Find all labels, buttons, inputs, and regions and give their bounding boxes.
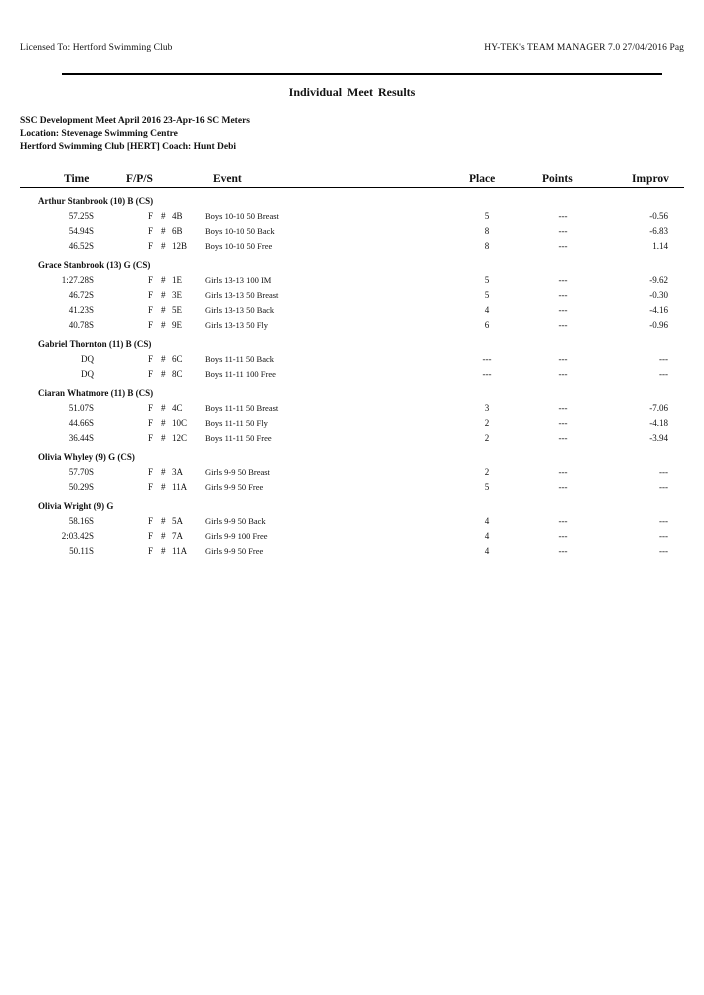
result-time: 57.70S bbox=[68, 467, 94, 477]
result-improv: --- bbox=[659, 354, 668, 364]
result-event-name: Boys 11-11 50 Breast bbox=[205, 403, 279, 413]
result-improv: --- bbox=[659, 546, 668, 556]
result-time: 51.07S bbox=[68, 403, 94, 413]
result-row bbox=[20, 239, 684, 254]
swimmer-block bbox=[20, 499, 684, 559]
result-improv: --- bbox=[659, 467, 668, 477]
result-row bbox=[20, 401, 684, 416]
result-event-number: 11A bbox=[172, 482, 188, 492]
result-hash: # bbox=[161, 275, 166, 285]
result-place: 4 bbox=[484, 531, 490, 541]
result-fps: F bbox=[148, 354, 154, 364]
result-improv: -0.30 bbox=[649, 290, 668, 300]
result-row bbox=[20, 529, 684, 544]
result-place: 2 bbox=[484, 433, 490, 443]
result-row bbox=[20, 288, 684, 303]
result-improv: --- bbox=[659, 482, 668, 492]
column-header-row bbox=[20, 173, 684, 188]
result-row bbox=[20, 465, 684, 480]
result-event-name: Boys 11-11 50 Free bbox=[205, 433, 272, 443]
result-place: --- bbox=[482, 369, 492, 379]
column-header-points: Points bbox=[542, 173, 573, 185]
result-points: --- bbox=[558, 433, 568, 443]
result-hash: # bbox=[161, 226, 166, 236]
header-rule bbox=[62, 73, 662, 75]
team-coach: Hertford Swimming Club [HERT] Coach: Hunt Debi bbox=[20, 142, 237, 152]
result-event-number: 4B bbox=[172, 211, 183, 221]
report-title: Individual Meet Results bbox=[288, 85, 416, 99]
swimmer-name: Grace Stanbrook (13) G (CS) bbox=[38, 260, 151, 270]
result-row bbox=[20, 514, 684, 529]
result-points: --- bbox=[558, 467, 568, 477]
licensed-to-text: Licensed To: Hertford Swimming Club bbox=[20, 43, 173, 53]
result-fps: F bbox=[148, 369, 154, 379]
result-place: 5 bbox=[484, 290, 490, 300]
result-event-name: Girls 13-13 50 Fly bbox=[205, 320, 269, 330]
result-points: --- bbox=[558, 305, 568, 315]
result-time: 36.44S bbox=[68, 433, 94, 443]
result-row bbox=[20, 209, 684, 224]
result-place: 5 bbox=[484, 482, 490, 492]
result-row bbox=[20, 544, 684, 559]
result-event-number: 10C bbox=[172, 418, 188, 428]
result-event-number: 6B bbox=[172, 226, 183, 236]
result-time: 44.66S bbox=[68, 418, 94, 428]
result-event-number: 5E bbox=[172, 305, 182, 315]
result-hash: # bbox=[161, 546, 166, 556]
result-improv: --- bbox=[659, 369, 668, 379]
result-event-name: Boys 10-10 50 Back bbox=[205, 226, 275, 236]
swimmer-block bbox=[20, 450, 684, 495]
result-event-number: 7A bbox=[172, 531, 183, 541]
result-hash: # bbox=[161, 290, 166, 300]
result-place: 4 bbox=[484, 546, 490, 556]
result-time: 50.11S bbox=[69, 546, 94, 556]
result-time: 46.72S bbox=[68, 290, 94, 300]
result-fps: F bbox=[148, 241, 154, 251]
swimmer-block bbox=[20, 258, 684, 333]
result-place: 5 bbox=[484, 211, 490, 221]
result-improv: --- bbox=[659, 531, 668, 541]
result-event-number: 12B bbox=[172, 241, 188, 251]
result-row bbox=[20, 273, 684, 288]
result-hash: # bbox=[161, 418, 166, 428]
result-improv: -6.83 bbox=[649, 226, 668, 236]
result-place: 2 bbox=[484, 418, 490, 428]
result-time: DQ bbox=[81, 369, 94, 379]
result-event-number: 9E bbox=[172, 320, 182, 330]
result-points: --- bbox=[558, 546, 568, 556]
result-points: --- bbox=[558, 290, 568, 300]
result-points: --- bbox=[558, 369, 568, 379]
result-place: 4 bbox=[484, 516, 490, 526]
result-event-name: Girls 13-13 50 Back bbox=[205, 305, 275, 315]
result-event-name: Girls 9-9 100 Free bbox=[205, 531, 268, 541]
swimmer-block bbox=[20, 337, 684, 382]
result-fps: F bbox=[148, 275, 154, 285]
swimmer-block bbox=[20, 194, 684, 254]
result-row bbox=[20, 318, 684, 333]
result-event-number: 3A bbox=[172, 467, 183, 477]
swimmer-block bbox=[20, 386, 684, 446]
result-row bbox=[20, 224, 684, 239]
swimmer-name: Olivia Wright (9) G bbox=[38, 501, 114, 511]
result-row bbox=[20, 367, 684, 382]
result-time: DQ bbox=[81, 354, 94, 364]
result-time: 58.16S bbox=[68, 516, 94, 526]
result-place: 2 bbox=[484, 467, 490, 477]
result-points: --- bbox=[558, 241, 568, 251]
result-fps: F bbox=[148, 467, 154, 477]
result-improv: --- bbox=[659, 516, 668, 526]
result-row bbox=[20, 352, 684, 367]
result-place: 5 bbox=[484, 275, 490, 285]
result-points: --- bbox=[558, 354, 568, 364]
result-improv: -4.16 bbox=[649, 305, 668, 315]
result-event-name: Girls 9-9 50 Free bbox=[205, 546, 264, 556]
swimmer-name: Olivia Whyley (9) G (CS) bbox=[38, 452, 135, 462]
result-time: 2:03.42S bbox=[61, 531, 94, 541]
result-hash: # bbox=[161, 320, 166, 330]
result-event-number: 3E bbox=[172, 290, 182, 300]
result-hash: # bbox=[161, 531, 166, 541]
result-improv: -3.94 bbox=[649, 433, 668, 443]
result-hash: # bbox=[161, 369, 166, 379]
result-hash: # bbox=[161, 482, 166, 492]
result-improv: -7.06 bbox=[649, 403, 668, 413]
result-event-name: Boys 10-10 50 Free bbox=[205, 241, 273, 251]
column-header-fps: F/P/S bbox=[126, 173, 153, 185]
column-header-place: Place bbox=[469, 173, 496, 185]
result-event-name: Girls 9-9 50 Back bbox=[205, 516, 266, 526]
result-fps: F bbox=[148, 516, 154, 526]
result-time: 50.29S bbox=[68, 482, 94, 492]
result-event-number: 6C bbox=[172, 354, 183, 364]
result-event-name: Girls 13-13 50 Breast bbox=[205, 290, 279, 300]
result-points: --- bbox=[558, 275, 568, 285]
result-time: 57.25S bbox=[68, 211, 94, 221]
result-fps: F bbox=[148, 403, 154, 413]
result-points: --- bbox=[558, 226, 568, 236]
result-points: --- bbox=[558, 418, 568, 428]
column-header-event: Event bbox=[213, 173, 242, 185]
result-event-name: Boys 11-11 50 Fly bbox=[205, 418, 268, 428]
result-event-number: 11A bbox=[172, 546, 188, 556]
result-fps: F bbox=[148, 546, 154, 556]
software-version-text: HY-TEK's TEAM MANAGER 7.0 27/04/2016 Pag bbox=[484, 43, 684, 53]
result-improv: 1.14 bbox=[652, 241, 668, 251]
result-hash: # bbox=[161, 211, 166, 221]
column-header-improv: Improv bbox=[632, 173, 669, 185]
result-event-number: 8C bbox=[172, 369, 183, 379]
result-fps: F bbox=[148, 226, 154, 236]
result-time: 40.78S bbox=[68, 320, 94, 330]
meet-name: SSC Development Meet April 2016 23-Apr-16 SC Meters bbox=[20, 116, 250, 126]
result-hash: # bbox=[161, 241, 166, 251]
result-hash: # bbox=[161, 403, 166, 413]
result-fps: F bbox=[148, 433, 154, 443]
result-event-number: 1E bbox=[172, 275, 182, 285]
result-place: 8 bbox=[484, 241, 490, 251]
result-hash: # bbox=[161, 305, 166, 315]
result-event-name: Girls 9-9 50 Breast bbox=[205, 467, 270, 477]
result-event-name: Girls 13-13 100 IM bbox=[205, 275, 272, 285]
result-time: 46.52S bbox=[68, 241, 94, 251]
result-points: --- bbox=[558, 482, 568, 492]
result-fps: F bbox=[148, 320, 154, 330]
result-points: --- bbox=[558, 516, 568, 526]
result-row bbox=[20, 303, 684, 318]
result-points: --- bbox=[558, 211, 568, 221]
column-header-time: Time bbox=[64, 173, 90, 185]
result-fps: F bbox=[148, 531, 154, 541]
result-place: 4 bbox=[484, 305, 490, 315]
result-row bbox=[20, 416, 684, 431]
result-event-number: 5A bbox=[172, 516, 183, 526]
result-improv: -9.62 bbox=[649, 275, 668, 285]
meet-location: Location: Stevenage Swimming Centre bbox=[20, 129, 178, 139]
result-points: --- bbox=[558, 403, 568, 413]
result-place: --- bbox=[482, 354, 492, 364]
result-event-name: Boys 11-11 100 Free bbox=[205, 369, 276, 379]
result-improv: -4.18 bbox=[649, 418, 668, 428]
swimmer-name: Arthur Stanbrook (10) B (CS) bbox=[38, 196, 154, 206]
swimmer-name: Gabriel Thornton (11) B (CS) bbox=[38, 339, 152, 349]
result-hash: # bbox=[161, 516, 166, 526]
result-row bbox=[20, 480, 684, 495]
result-improv: -0.56 bbox=[649, 211, 668, 221]
result-hash: # bbox=[161, 354, 166, 364]
result-fps: F bbox=[148, 482, 154, 492]
result-place: 8 bbox=[484, 226, 490, 236]
result-event-number: 12C bbox=[172, 433, 188, 443]
results-list bbox=[20, 194, 684, 563]
result-fps: F bbox=[148, 211, 154, 221]
result-improv: -0.96 bbox=[649, 320, 668, 330]
result-row bbox=[20, 431, 684, 446]
result-points: --- bbox=[558, 531, 568, 541]
result-event-number: 4C bbox=[172, 403, 183, 413]
result-event-name: Girls 9-9 50 Free bbox=[205, 482, 264, 492]
swimmer-name: Ciaran Whatmore (11) B (CS) bbox=[38, 388, 154, 398]
result-event-name: Boys 11-11 50 Back bbox=[205, 354, 275, 364]
result-place: 3 bbox=[484, 403, 490, 413]
result-fps: F bbox=[148, 290, 154, 300]
result-time: 54.94S bbox=[68, 226, 94, 236]
result-hash: # bbox=[161, 467, 166, 477]
result-time: 41.23S bbox=[68, 305, 94, 315]
result-event-name: Boys 10-10 50 Breast bbox=[205, 211, 279, 221]
result-points: --- bbox=[558, 320, 568, 330]
result-fps: F bbox=[148, 305, 154, 315]
result-place: 6 bbox=[484, 320, 490, 330]
result-fps: F bbox=[148, 418, 154, 428]
result-time: 1:27.28S bbox=[61, 275, 94, 285]
result-hash: # bbox=[161, 433, 166, 443]
